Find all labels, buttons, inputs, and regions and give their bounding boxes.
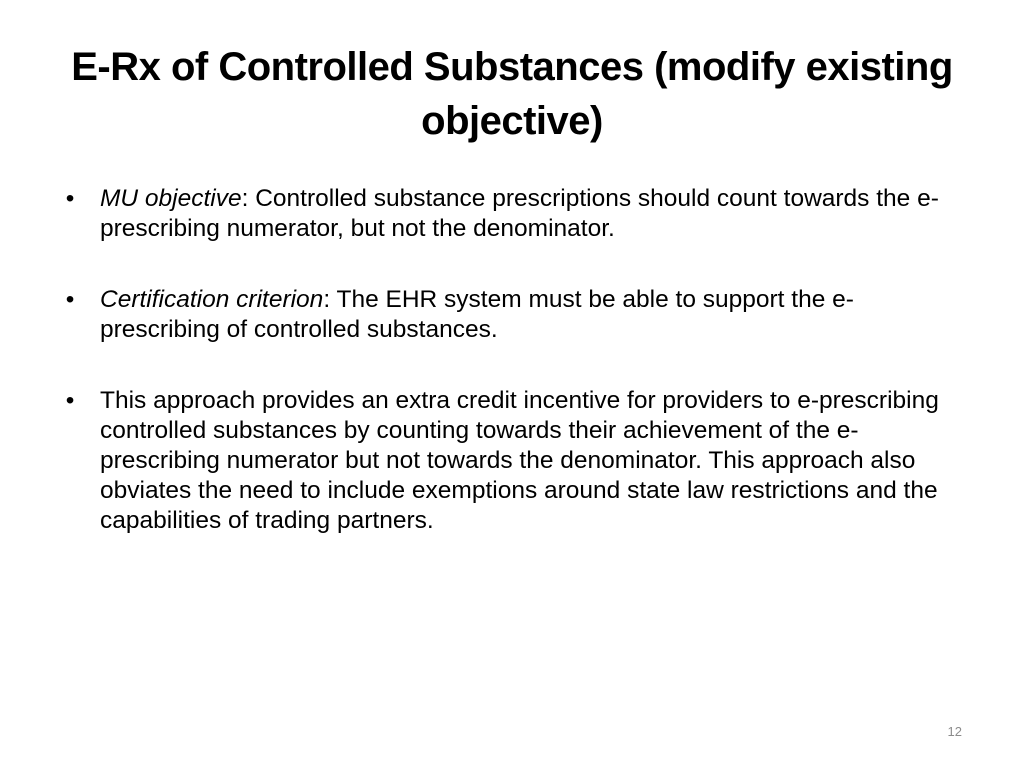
bullet-marker: • (65, 185, 75, 212)
bullet-text: This approach provides an extra credit incentive for providers to e-prescribing controlled substances by counting towards their achievement of the e-prescribing numerator but not towards the denominator. This approach also obviates the need to include exemptions around state law restrictions and the capabilities of trading partners. (100, 387, 939, 534)
bullet-item-approach (60, 386, 960, 536)
slide-title: E-Rx of Controlled Substances (modify existing objective) (71, 45, 953, 143)
bullet-text: : The EHR system must be able to support the e-prescribing of controlled substances. (100, 286, 854, 343)
bullet-item-mu-objective (60, 184, 960, 244)
bullet-term: MU objective (100, 185, 242, 212)
bullet-marker: • (65, 286, 75, 313)
bullet-item-certification-criterion (60, 285, 960, 345)
bullet-term: Certification criterion (100, 286, 324, 313)
page-number: 12 (947, 724, 962, 739)
bullet-marker: • (65, 387, 75, 414)
bullet-text: : Controlled substance prescriptions should count towards the e-prescribing numerator, but not the denominator. (100, 185, 939, 242)
bullet-list (60, 184, 960, 577)
